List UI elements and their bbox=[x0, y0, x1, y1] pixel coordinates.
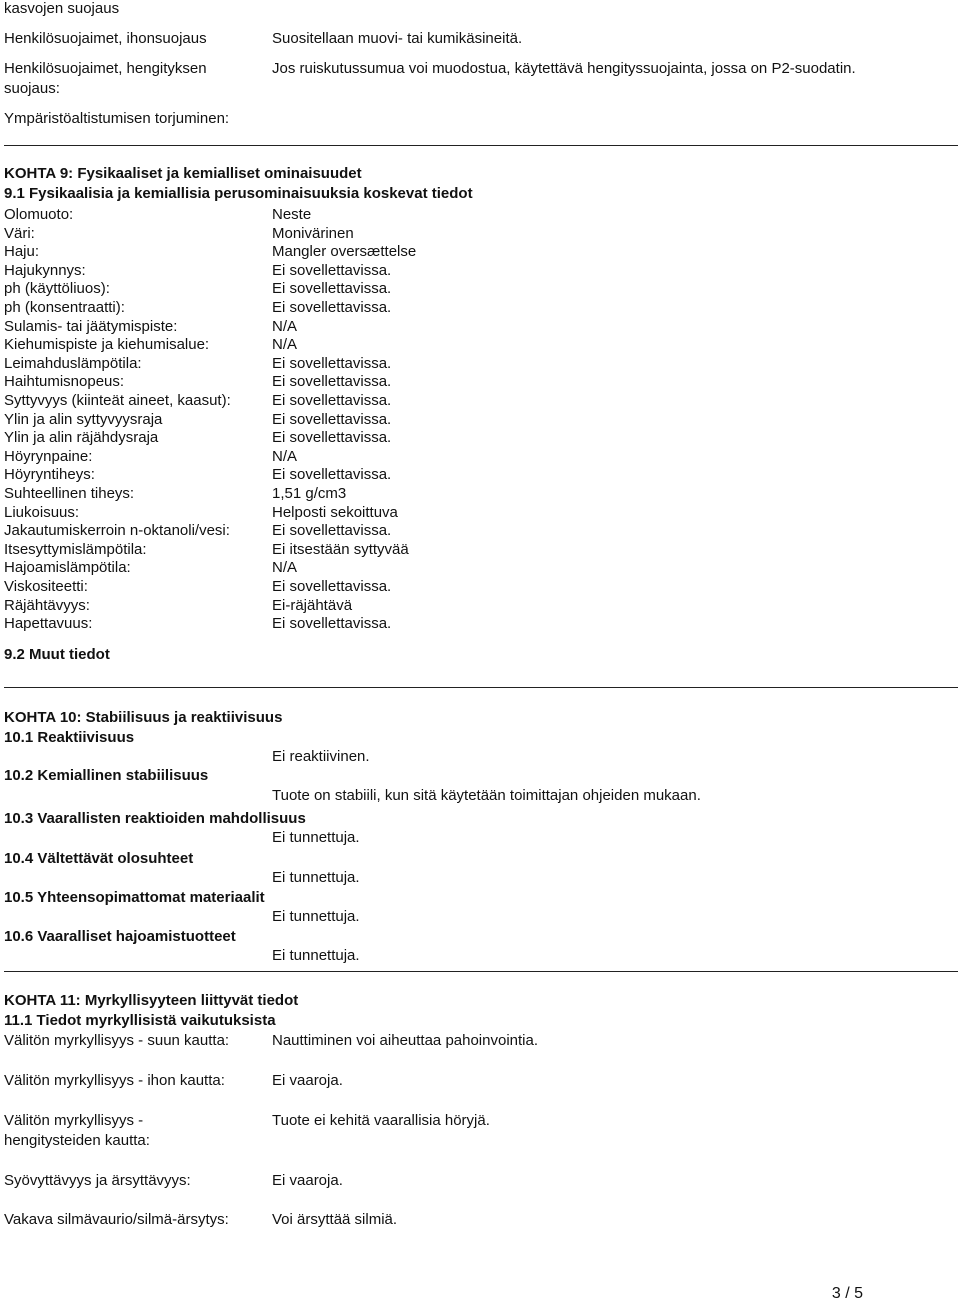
property-value: Ei sovellettavissa. bbox=[272, 429, 392, 447]
s10-value-reactivity: Ei reaktiivinen. bbox=[272, 748, 370, 765]
property-value: N/A bbox=[272, 317, 298, 335]
s10-heading-stability: 10.2 Kemiallinen stabiilisuus bbox=[4, 767, 209, 784]
divider-1 bbox=[4, 145, 958, 146]
property-value: Ei sovellettavissa. bbox=[272, 615, 392, 633]
label-environmental-exposure: Ympäristöaltistumisen torjuminen: bbox=[4, 110, 230, 127]
property-value: Ei itsestään syttyvää bbox=[272, 540, 409, 558]
property-label: Räjähtävyys: bbox=[4, 596, 90, 614]
s10-heading-decomposition-products: 10.6 Vaaralliset hajoamistuotteet bbox=[4, 928, 236, 945]
section11-sub1: 11.1 Tiedot myrkyllisistä vaikutuksista bbox=[4, 1012, 276, 1029]
property-label: Jakautumiskerroin n-oktanoli/vesi: bbox=[4, 522, 230, 540]
s10-heading-reactivity: 10.1 Reaktiivisuus bbox=[4, 729, 135, 746]
property-label: Haihtumisnopeus: bbox=[4, 373, 125, 391]
s10-heading-incompatible-materials: 10.5 Yhteensopimattomat materiaalit bbox=[4, 889, 265, 906]
s11-value-inhalation: Tuote ei kehitä vaarallisia höryjä. bbox=[272, 1112, 490, 1129]
property-label: Leimahduslämpötila: bbox=[4, 354, 142, 372]
divider-3 bbox=[4, 971, 958, 972]
label-skin-protection: Henkilösuojaimet, ihonsuojaus bbox=[4, 30, 207, 47]
s10-value-hazardous-reactions: Ei tunnettuja. bbox=[272, 829, 360, 846]
property-label: Olomuoto: bbox=[4, 206, 74, 223]
section-heading-face-protection: kasvojen suojaus bbox=[4, 0, 120, 17]
property-value: Ei sovellettavissa. bbox=[272, 373, 392, 391]
property-value: 1,51 g/cm3 bbox=[272, 485, 347, 502]
property-label: ph (käyttöliuos): bbox=[4, 280, 110, 298]
s10-value-stability: Tuote on stabiili, kun sitä käytetään toimittajan ohjeiden mukaan. bbox=[272, 787, 701, 804]
property-label: Viskositeetti: bbox=[4, 578, 88, 595]
s11-label-corrosion: Syövyttävyys ja ärsyttävyys: bbox=[4, 1172, 191, 1189]
s11-label-inhalation-line1: Välitön myrkyllisyys - bbox=[4, 1112, 144, 1129]
property-value: Ei sovellettavissa. bbox=[272, 522, 392, 540]
property-value: N/A bbox=[272, 559, 298, 577]
section10-title: KOHTA 10: Stabiilisuus ja reaktiivisuus bbox=[4, 709, 283, 726]
section11-title: KOHTA 11: Myrkyllisyyteen liittyvät tiedot bbox=[4, 992, 299, 1009]
s10-value-incompatible-materials: Ei tunnettuja. bbox=[272, 908, 360, 925]
s11-value-oral: Nauttiminen voi aiheuttaa pahoinvointia. bbox=[272, 1032, 539, 1049]
divider-2 bbox=[4, 687, 958, 688]
property-value: Neste bbox=[272, 206, 312, 223]
section9-sub1: 9.1 Fysikaalisia ja kemiallisia perusominaisuuksia koskevat tiedot bbox=[4, 185, 473, 202]
property-label: Ylin ja alin räjähdysraja bbox=[4, 429, 159, 447]
property-label: Itsesyttymislämpötila: bbox=[4, 540, 147, 558]
s10-heading-hazardous-reactions: 10.3 Vaarallisten reaktioiden mahdollisuus bbox=[4, 810, 306, 827]
property-value: Monivärinen bbox=[272, 224, 354, 242]
property-label: Höyryntiheys: bbox=[4, 466, 95, 484]
property-label: Suhteellinen tiheys: bbox=[4, 485, 135, 502]
property-label: Höyrynpaine: bbox=[4, 447, 93, 465]
property-label: Hajoamislämpötila: bbox=[4, 559, 131, 577]
property-value: Ei sovellettavissa. bbox=[272, 466, 392, 484]
s11-value-dermal: Ei vaaroja. bbox=[272, 1072, 343, 1089]
property-value: Mangler oversættelse bbox=[272, 243, 417, 261]
s11-value-eye-damage: Voi ärsyttää silmiä. bbox=[272, 1211, 398, 1228]
property-label: Sulamis- tai jäätymispiste: bbox=[4, 317, 178, 335]
property-label: Ylin ja alin syttyvyysraja bbox=[4, 410, 163, 428]
property-value: Ei sovellettavissa. bbox=[272, 410, 392, 428]
property-value: Ei sovellettavissa. bbox=[272, 261, 392, 279]
section9-sub2: 9.2 Muut tiedot bbox=[4, 646, 110, 663]
s10-value-decomposition-products: Ei tunnettuja. bbox=[272, 947, 360, 964]
property-label: Väri: bbox=[4, 224, 35, 242]
property-value: N/A bbox=[272, 447, 298, 465]
section9-title: KOHTA 9: Fysikaaliset ja kemialliset ominaisuudet bbox=[4, 165, 362, 182]
property-label: Liukoisuus: bbox=[4, 503, 80, 521]
property-label: Hapettavuus: bbox=[4, 615, 93, 633]
s11-value-corrosion: Ei vaaroja. bbox=[272, 1172, 343, 1189]
s11-label-dermal: Välitön myrkyllisyys - ihon kautta: bbox=[4, 1072, 225, 1089]
property-value: Ei sovellettavissa. bbox=[272, 280, 392, 298]
s10-heading-conditions-to-avoid: 10.4 Vältettävät olosuhteet bbox=[4, 850, 194, 867]
property-label: Kiehumispiste ja kiehumisalue: bbox=[4, 336, 210, 354]
property-value: Ei sovellettavissa. bbox=[272, 299, 392, 316]
property-value: Ei-räjähtävä bbox=[272, 596, 353, 614]
label-respiratory-protection-line2: suojaus: bbox=[4, 80, 60, 97]
s10-value-conditions-to-avoid: Ei tunnettuja. bbox=[272, 869, 360, 886]
s11-label-inhalation-line2: hengitysteiden kautta: bbox=[4, 1132, 150, 1149]
property-label: Syttyvyys (kiinteät aineet, kaasut): bbox=[4, 392, 231, 409]
page-number: 3 / 5 bbox=[831, 1285, 863, 1302]
property-value: N/A bbox=[272, 336, 298, 354]
property-value: Helposti sekoittuva bbox=[272, 503, 398, 521]
property-label: ph (konsentraatti): bbox=[4, 299, 125, 316]
s11-label-oral: Välitön myrkyllisyys - suun kautta: bbox=[4, 1032, 230, 1049]
property-value: Ei sovellettavissa. bbox=[272, 354, 392, 372]
property-label: Haju: bbox=[4, 243, 40, 261]
label-respiratory-protection-line1: Henkilösuojaimet, hengityksen bbox=[4, 60, 207, 77]
property-value: Ei sovellettavissa. bbox=[272, 392, 392, 409]
value-skin-protection: Suositellaan muovi- tai kumikäsineitä. bbox=[272, 30, 523, 47]
property-label: Hajukynnys: bbox=[4, 261, 86, 279]
value-respiratory-protection: Jos ruiskutussumua voi muodostua, käytettävä hengityssuojainta, jossa on P2-suodatin. bbox=[272, 60, 856, 77]
s11-label-eye-damage: Vakava silmävaurio/silmä-ärsytys: bbox=[4, 1211, 229, 1228]
property-value: Ei sovellettavissa. bbox=[272, 578, 392, 595]
